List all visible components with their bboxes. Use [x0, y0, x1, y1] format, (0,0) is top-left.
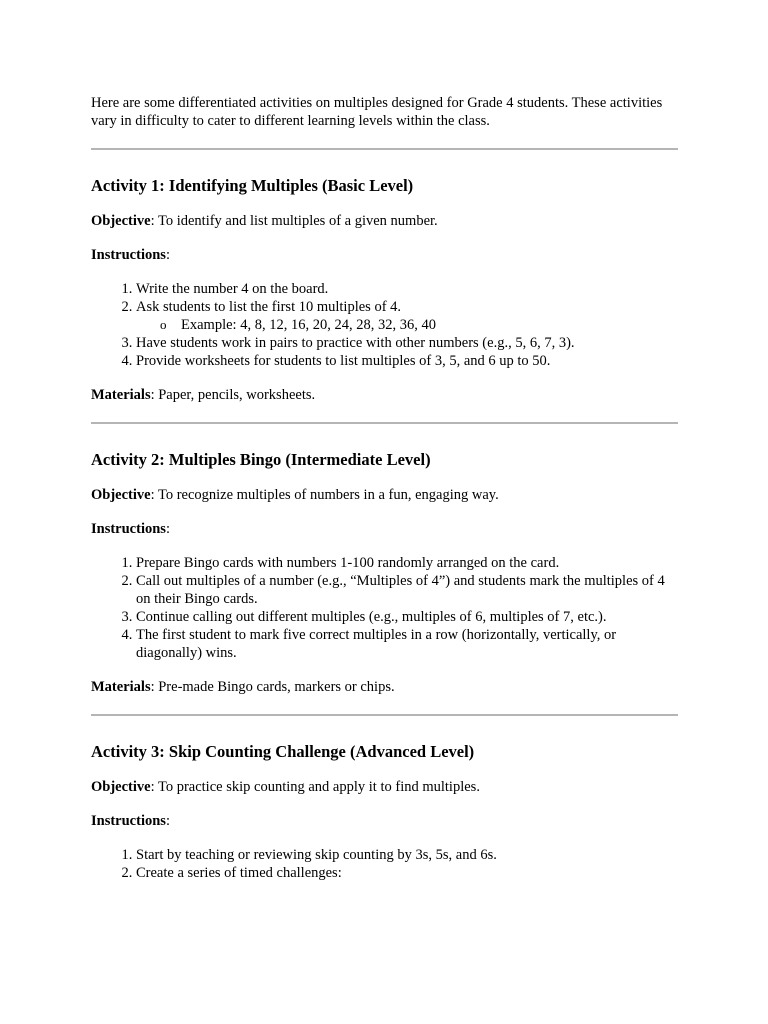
list-item: 4. The first student to mark five correct multiples in a row (horizontally, vertically, or diagonally) wins. — [136, 626, 678, 662]
activity-1-title: Activity 1: Identifying Multiples (Basic Level) — [91, 176, 414, 195]
activity-2-instructions-heading: Instructions: — [91, 521, 170, 537]
materials-label: Materials — [91, 679, 151, 695]
section-divider — [91, 422, 678, 424]
sub-bullet-icon: o — [160, 317, 167, 332]
activity-1-materials — [91, 386, 678, 404]
list-item: 2. Create a series of timed challenges: — [136, 864, 678, 882]
objective-label: Objective — [91, 487, 151, 503]
intro-paragraph: Here are some differentiated activities on multiples designed for Grade 4 students. These activities vary in difficulty to cater to different learning levels within the class. — [91, 95, 663, 129]
materials-text: : Paper, pencils, worksheets. — [150, 387, 316, 403]
section-divider — [91, 148, 678, 150]
example-item: o Example: 4, 8, 12, 16, 20, 24, 28, 32, 36, 40 — [160, 317, 436, 333]
objective-label: Objective — [91, 779, 151, 795]
list-item: 4. Provide worksheets for students to list multiples of 3, 5, and 6 up to 50. — [136, 352, 678, 370]
instructions-label: Instructions — [91, 247, 166, 263]
section-divider — [91, 714, 678, 716]
list-item: 1. Start by teaching or reviewing skip counting by 3s, 5s, and 6s. — [136, 846, 678, 864]
activity-1-objective — [91, 212, 678, 230]
activity-3-title: Activity 3: Skip Counting Challenge (Advanced Level) — [91, 742, 475, 761]
list-item: 3. Have students work in pairs to practice with other numbers (e.g., 5, 6, 7, 3). — [136, 334, 678, 352]
list-item: 2. Call out multiples of a number (e.g., “Multiples of 4”) and students mark the multiples of 4 on their Bingo cards. — [136, 572, 678, 608]
list-item: 2. Ask students to list the first 10 multiples of 4. o Example: 4, 8, 12, 16, 20, 24, 28, 32, 36, 40 — [136, 298, 678, 334]
activity-1-section — [91, 176, 678, 404]
activity-1-instructions-list — [91, 280, 678, 370]
activity-2-title: Activity 2: Multiples Bingo (Intermediate Level) — [91, 450, 431, 469]
activity-3-instructions-heading: Instructions: — [91, 813, 170, 829]
example-sublist — [136, 316, 678, 334]
activity-2-objective — [91, 486, 678, 504]
materials-text: : Pre-made Bingo cards, markers or chips. — [150, 679, 395, 695]
list-item: 3. Continue calling out different multiples (e.g., multiples of 6, multiples of 7, etc.). — [136, 608, 678, 626]
objective-label: Objective — [91, 213, 151, 229]
objective-text: : To identify and list multiples of a given number. — [150, 213, 438, 229]
objective-text: : To practice skip counting and apply it to find multiples. — [150, 779, 480, 795]
activity-3-section — [91, 742, 678, 882]
instructions-label: Instructions — [91, 521, 166, 537]
activity-1-instructions-heading: Instructions: — [91, 247, 170, 263]
document-page — [91, 94, 678, 882]
activity-2-instructions-list — [91, 554, 678, 662]
activity-3-instructions-list — [91, 846, 678, 882]
list-item: 1. Write the number 4 on the board. — [136, 280, 678, 298]
objective-text: : To recognize multiples of numbers in a fun, engaging way. — [150, 487, 499, 503]
activity-3-objective — [91, 778, 678, 796]
instructions-label: Instructions — [91, 813, 166, 829]
list-item: 1. Prepare Bingo cards with numbers 1-100 randomly arranged on the card. — [136, 554, 678, 572]
activity-2-materials — [91, 678, 678, 696]
materials-label: Materials — [91, 387, 151, 403]
activity-2-section — [91, 450, 678, 696]
